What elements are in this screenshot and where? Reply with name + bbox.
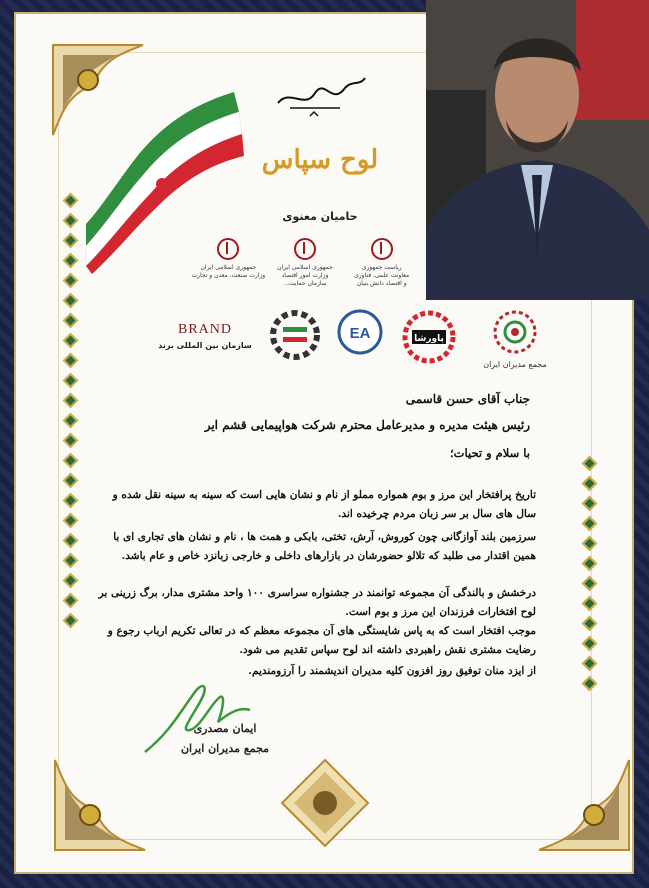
sponsor-logos	[150, 308, 550, 378]
sponsors-heading: حامیان معنوی	[282, 210, 358, 223]
recipient-title: رئیس هیئت مدیره و مدیرعامل محترم شرکت هواپیمایی قشم ایر	[204, 418, 530, 432]
right-diamond-border	[580, 458, 598, 689]
emblem-economy-ministry: جمهوری اسلامی ایران وزارت امور اقتصاد سازمان حمایت...	[267, 238, 344, 288]
basmala-calligraphy	[270, 68, 370, 118]
parsa-logo	[400, 308, 458, 370]
left-diamond-border	[61, 195, 79, 626]
bottom-right-ornament	[484, 705, 634, 855]
certificate-title: لوح سپاس	[261, 145, 379, 175]
emblem-presidency: ریاست جمهوری معاونت علمی، فناوری و اقتصاد دانش بنیان	[343, 238, 420, 288]
gear-flag-logo	[268, 308, 322, 366]
iran-emblem-icon	[371, 238, 393, 260]
government-emblems	[190, 238, 420, 288]
svg-text:EA: EA	[349, 325, 371, 342]
recipient-name: جناب آقای حسن قاسمی	[405, 392, 530, 406]
modiran-logo: مجمع مدیران ایران	[480, 308, 550, 369]
paragraph-2: سرزمین بلند آوازگانی چون کوروش، آرش، تختی، بابکی و همت ها ، نام و نشان های تجاری ای با همین اقتدار می طلبد که تلالو حضورشان در بازارهای داخلی و خارجی زبانزد خاص و عام باشد.	[113, 531, 536, 562]
iran-emblem-icon	[217, 238, 239, 260]
iran-emblem-icon	[294, 238, 316, 260]
brand-org-logo: BRAND سازمان بین المللی برند	[158, 322, 252, 350]
center-medallion	[280, 758, 370, 848]
salutation: با سلام و تحیات؛	[450, 446, 530, 460]
paragraph-1: تاریخ پرافتخار این مرز و بوم همواره مملو از نام و نشان هایی است که سینه به سینه نقل شده و سال های سال بر سر زبان مردم چرخیده اند.	[112, 489, 536, 520]
emblem-industry-ministry: جمهوری اسلامی ایران وزارت صنعت، معدن و تجارت	[190, 238, 267, 288]
ea-logo	[335, 308, 385, 366]
svg-text:پاورشا: پاورشا	[414, 334, 444, 344]
signer-organization: مجمع مدیران ایران	[180, 742, 270, 755]
signer-name: ایمان مصدری	[193, 722, 257, 735]
portrait-photo	[426, 0, 649, 300]
paragraph-5: از ایزد منان توفیق روز افزون کلیه مدیران اندیشمند را آرزومندیم.	[248, 665, 536, 677]
paragraph-3: درخشش و بالندگی آن مجموعه توانمند در جشنواره سراسری ۱۰۰ واحد مشتری مدار، برگ زرینی بر لوح افتخارات فرزندان این مرز و بوم است.	[98, 587, 536, 618]
paragraph-4: موجب افتخار است که به پاس شایستگی های آن مجموعه معظم که در تعالی تکریم ارباب رجوع و رضایت مشتری نقش راهبردی داشته اند لوح سپاس تقدیم می شود.	[107, 625, 536, 656]
